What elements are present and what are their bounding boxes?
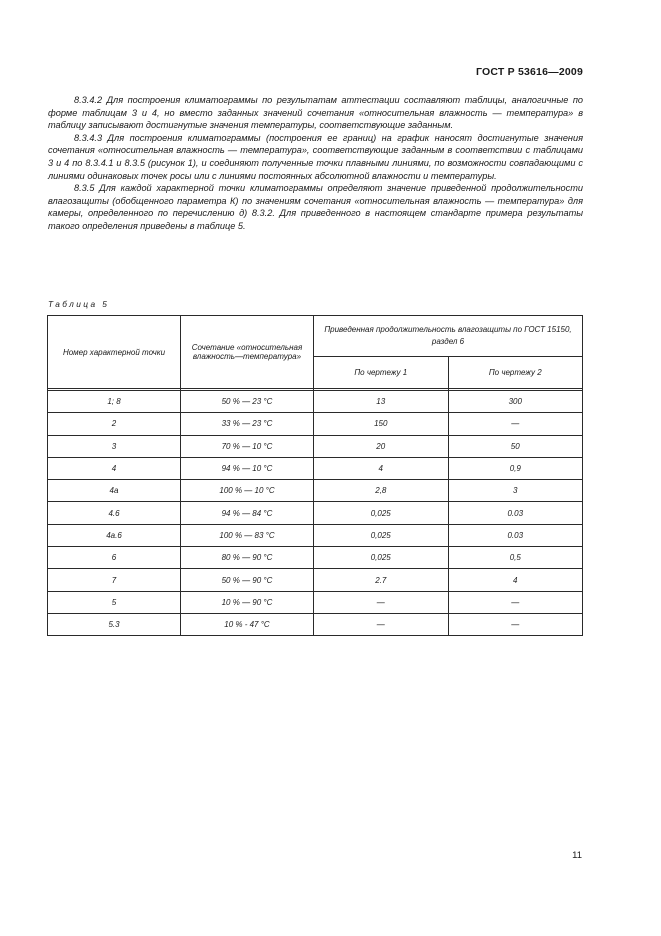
cell-humidity-temperature: 70 % — 10 °С xyxy=(181,435,314,457)
cell-drawing-1: 2.7 xyxy=(314,569,449,591)
header-drawing-1: По чертежу 1 xyxy=(314,357,449,389)
cell-drawing-1: 4 xyxy=(314,457,449,479)
table-row xyxy=(48,569,583,591)
cell-drawing-2: — xyxy=(448,413,583,435)
cell-point: 1; 8 xyxy=(48,391,181,413)
table-row xyxy=(48,435,583,457)
cell-point: 4а xyxy=(48,480,181,502)
cell-point: 3 xyxy=(48,435,181,457)
cell-drawing-1: 2,8 xyxy=(314,480,449,502)
page-number: 11 xyxy=(572,850,582,861)
cell-humidity-temperature: 94 % — 84 °С xyxy=(181,502,314,524)
cell-drawing-1: 0,025 xyxy=(314,547,449,569)
table-row xyxy=(48,457,583,479)
cell-humidity-temperature: 94 % — 10 °С xyxy=(181,457,314,479)
header-reduced-duration: Приведенная продолжительность влагозащиты по ГОСТ 15150, раздел 6 xyxy=(314,316,583,357)
cell-point: 2 xyxy=(48,413,181,435)
table-row xyxy=(48,502,583,524)
cell-drawing-2: 50 xyxy=(448,435,583,457)
cell-drawing-1: 20 xyxy=(314,435,449,457)
cell-drawing-2: — xyxy=(448,613,583,635)
cell-drawing-2: — xyxy=(448,591,583,613)
header-point-number: Номер характерной точки xyxy=(48,316,181,389)
cell-humidity-temperature: 50 % — 90 °С xyxy=(181,569,314,591)
cell-drawing-2: 0,5 xyxy=(448,547,583,569)
cell-point: 7 xyxy=(48,569,181,591)
cell-point: 4.6 xyxy=(48,502,181,524)
cell-drawing-1: — xyxy=(314,591,449,613)
cell-point: 6 xyxy=(48,547,181,569)
cell-point: 5.3 xyxy=(48,613,181,635)
table-5 xyxy=(47,315,583,636)
paragraph-8-3-4-3: 8.3.4.3 Для построения климатограммы (построения ее границ) на график наносят достигнутые значения сочетания «относительная влажность — температура», соответствующие заданным в соответствии с таблицами 3 и 4 по 8.3.4.1 и 8.3.5 (рисунок 1), и соединяют полученные точки плавными линиями, по возможности совпадающими с линиями одинаковых точек росы или с линиями постоянных абсолютной влажности и температуры. xyxy=(48,132,583,181)
cell-point: 5 xyxy=(48,591,181,613)
cell-drawing-2: 0.03 xyxy=(448,524,583,546)
table-row xyxy=(48,480,583,502)
table-row xyxy=(48,547,583,569)
body-text xyxy=(48,94,583,233)
cell-drawing-1: — xyxy=(314,613,449,635)
table-caption: Таблица 5 xyxy=(48,299,110,309)
table-row xyxy=(48,591,583,613)
cell-drawing-2: 0,9 xyxy=(448,457,583,479)
cell-drawing-1: 150 xyxy=(314,413,449,435)
cell-drawing-1: 0,025 xyxy=(314,502,449,524)
table-row xyxy=(48,413,583,435)
cell-humidity-temperature: 33 % — 23 °С xyxy=(181,413,314,435)
header-humidity-temperature: Сочетание «относительная влажность—температура» xyxy=(181,316,314,389)
cell-drawing-2: 4 xyxy=(448,569,583,591)
cell-drawing-2: 0.03 xyxy=(448,502,583,524)
table-row xyxy=(48,391,583,413)
cell-point: 4а.6 xyxy=(48,524,181,546)
table-row xyxy=(48,524,583,546)
paragraph-8-3-5: 8.3.5 Для каждой характерной точки климатограммы определяют значение приведенной продолжительности влагозащиты (обобщенного параметра К) по значениям сочетания «относительная влажность — температура» для камеры, определенного по перечислению д) 8.3.2. Для приведенного в настоящем стандарте примера результаты такого определения приведены в таблице 5. xyxy=(48,183,583,231)
document-code: ГОСТ Р 53616—2009 xyxy=(475,66,583,78)
cell-drawing-1: 0,025 xyxy=(314,524,449,546)
cell-point: 4 xyxy=(48,457,181,479)
cell-drawing-1: 13 xyxy=(314,391,449,413)
cell-humidity-temperature: 100 % — 10 °С xyxy=(181,480,314,502)
table-body xyxy=(48,389,583,636)
cell-humidity-temperature: 80 % — 90 °С xyxy=(181,547,314,569)
cell-humidity-temperature: 10 % - 47 °С xyxy=(181,613,314,635)
cell-drawing-2: 300 xyxy=(448,391,583,413)
cell-drawing-2: 3 xyxy=(448,480,583,502)
cell-humidity-temperature: 50 % — 23 °С xyxy=(181,391,314,413)
cell-humidity-temperature: 10 % — 90 °С xyxy=(181,591,314,613)
cell-humidity-temperature: 100 % — 83 °С xyxy=(181,524,314,546)
paragraph-8-3-4-2: 8.3.4.2 Для построения климатограммы по результатам аттестации составляют таблицы, аналогичные по форме таблицам 3 и 4, но вместо заданных значений сочетания «относительная влажность — температура» в таблицу записывают достигнутые значения температуры, соответствующие заданным. xyxy=(48,95,583,131)
table-row xyxy=(48,613,583,635)
header-drawing-2: По чертежу 2 xyxy=(448,357,583,389)
